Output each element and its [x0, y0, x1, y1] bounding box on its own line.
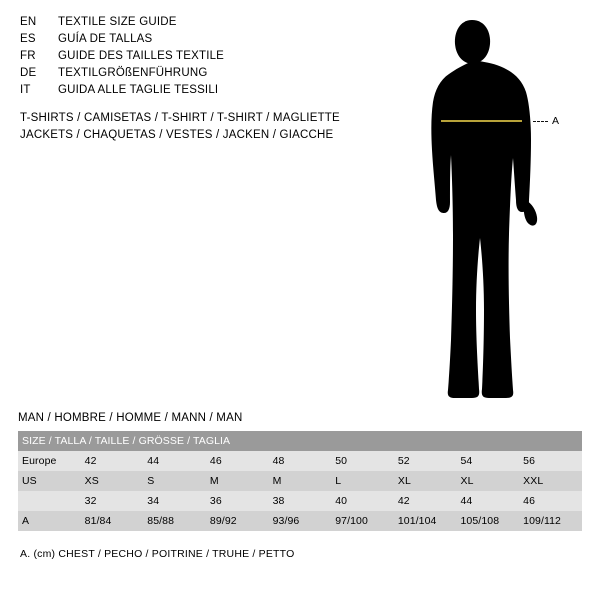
cell-value: M — [269, 471, 332, 491]
language-title: GUIDE DES TAILLES TEXTILE — [58, 50, 225, 62]
cell-value: 93/96 — [269, 511, 332, 531]
language-title: GUÍA DE TALLAS — [58, 33, 153, 45]
language-row — [20, 48, 360, 65]
cell-value: 89/92 — [206, 511, 269, 531]
language-title: GUIDA ALLE TAGLIE TESSILI — [58, 84, 219, 96]
language-code: ES — [20, 33, 36, 45]
cell-value: L — [331, 471, 394, 491]
cell-value: 105/108 — [456, 511, 519, 531]
row-label: A — [18, 511, 81, 531]
body-silhouette-figure — [400, 10, 600, 400]
category-block — [20, 110, 380, 144]
cell-value: 42 — [394, 491, 457, 511]
cell-value: 56 — [519, 451, 582, 471]
table-header-label: SIZE / TALLA / TAILLE / GRÖSSE / TAGLIA — [18, 431, 582, 451]
cell-value: 85/88 — [143, 511, 206, 531]
cell-value: XL — [456, 471, 519, 491]
cell-value: 42 — [81, 451, 144, 471]
cell-value: M — [206, 471, 269, 491]
cell-value: 44 — [143, 451, 206, 471]
cell-value: 97/100 — [331, 511, 394, 531]
row-label — [18, 491, 81, 511]
measure-leader-line — [533, 121, 548, 123]
cell-value: 46 — [519, 491, 582, 511]
cell-value: 101/104 — [394, 511, 457, 531]
row-label: US — [18, 471, 81, 491]
silhouette-icon — [400, 10, 600, 400]
measure-label-a: A — [552, 115, 560, 127]
cell-value: 32 — [81, 491, 144, 511]
cell-value: 44 — [456, 491, 519, 511]
cell-value: XL — [394, 471, 457, 491]
category-line-jackets: JACKETS / CHAQUETAS / VESTES / JACKEN / GIACCHE — [20, 129, 334, 141]
cell-value: 34 — [143, 491, 206, 511]
cell-value: 81/84 — [81, 511, 144, 531]
table-row — [18, 511, 582, 531]
cell-value: 109/112 — [519, 511, 582, 531]
language-code: IT — [20, 84, 31, 96]
language-title: TEXTILGRÖßENFÜHRUNG — [58, 67, 208, 79]
cell-value: 48 — [269, 451, 332, 471]
language-code: DE — [20, 67, 37, 79]
category-line-tshirts: T-SHIRTS / CAMISETAS / T-SHIRT / T-SHIRT / MAGLIETTE — [20, 112, 340, 124]
language-code: FR — [20, 50, 36, 62]
language-row — [20, 65, 360, 82]
size-table — [18, 431, 582, 531]
cell-value: XS — [81, 471, 144, 491]
table-row — [18, 491, 582, 511]
cell-value: S — [143, 471, 206, 491]
language-code: EN — [20, 16, 37, 28]
cell-value: 36 — [206, 491, 269, 511]
cell-value: 52 — [394, 451, 457, 471]
language-row — [20, 14, 360, 31]
cell-value: 50 — [331, 451, 394, 471]
cell-value: 54 — [456, 451, 519, 471]
row-label: Europe — [18, 451, 81, 471]
table-row — [18, 471, 582, 491]
language-row — [20, 82, 360, 99]
cell-value: 40 — [331, 491, 394, 511]
language-header-block — [20, 14, 360, 99]
language-row — [20, 31, 360, 48]
table-group-title: MAN / HOMBRE / HOMME / MANN / MAN — [18, 412, 243, 424]
footnote-chest-measure: A. (cm) CHEST / PECHO / POITRINE / TRUHE / PETTO — [20, 548, 295, 560]
size-table-section — [18, 412, 582, 531]
cell-value: 38 — [269, 491, 332, 511]
cell-value: 46 — [206, 451, 269, 471]
table-row — [18, 451, 582, 471]
table-header-row — [18, 431, 582, 451]
language-title: TEXTILE SIZE GUIDE — [58, 16, 177, 28]
cell-value: XXL — [519, 471, 582, 491]
